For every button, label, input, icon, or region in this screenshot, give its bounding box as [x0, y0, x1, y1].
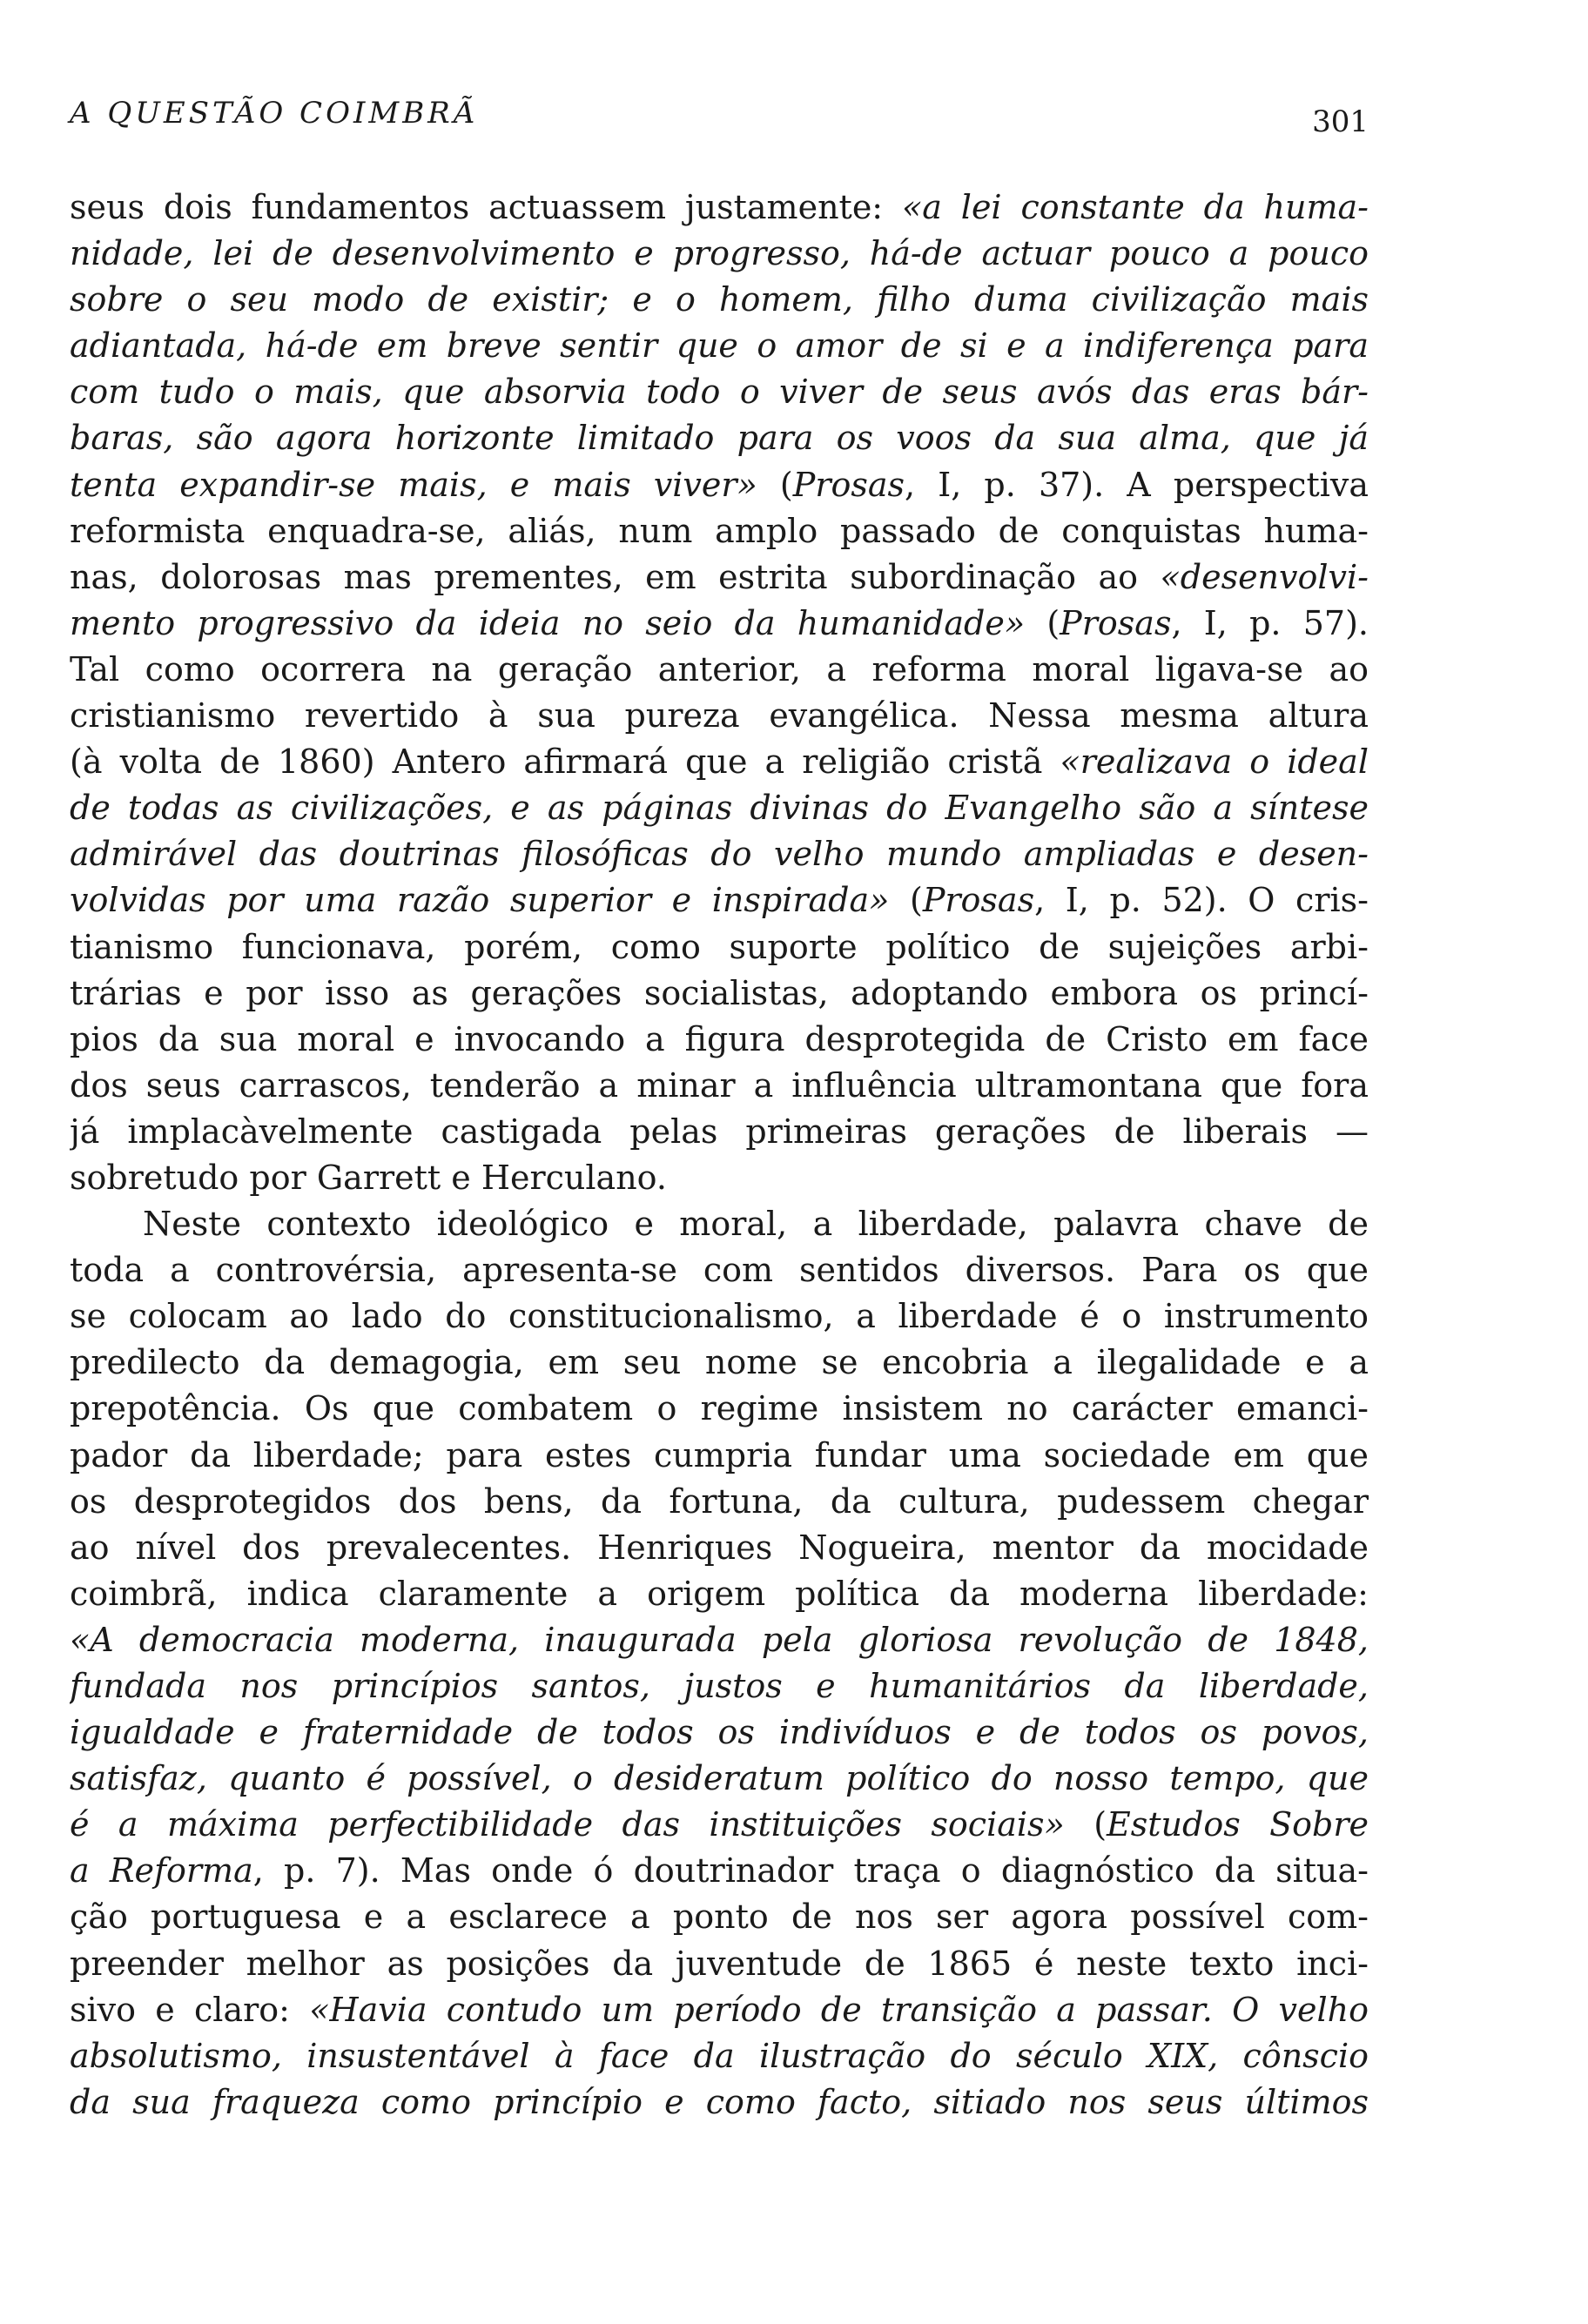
text-segment: reformista enquadra-se, aliás, num amplo passado de conquistas huma-: [70, 511, 1369, 550]
text-line: [70, 277, 1369, 323]
text-segment: se colocam ao lado do constitucionalismo, a liberdade é o instrumento: [70, 1297, 1369, 1336]
italic-segment: Estudos Sobre: [1107, 1805, 1369, 1844]
text-segment: , I, p. 52). O cris-: [1034, 881, 1369, 920]
text-segment: pador da liberdade; para estes cumpria fundar uma sociedade em que: [70, 1435, 1369, 1474]
italic-segment: baras, são agora horizonte limitado para os voos da sua alma, que já: [70, 419, 1369, 458]
text-line: [70, 1340, 1369, 1386]
italic-segment: admirável das doutrinas filosóficas do velho mundo ampliadas e desen-: [70, 835, 1369, 874]
text-line: [70, 323, 1369, 369]
text-line: [70, 185, 1369, 231]
italic-segment: de todas as civilizações, e as páginas divinas do Evangelho são a síntese: [70, 789, 1369, 828]
italic-segment: é a máxima perfectibilidade das instituições sociais»: [70, 1805, 1065, 1844]
text-line: [70, 415, 1369, 461]
italic-segment: «desenvolvi-: [1160, 557, 1369, 596]
italic-segment: fundada nos princípios santos, justos e humanitários da liberdade,: [70, 1667, 1369, 1705]
italic-segment: Prosas: [922, 881, 1035, 920]
text-segment: toda a controvérsia, apresenta-se com sentidos diversos. Para os que: [70, 1251, 1369, 1290]
italic-segment: «Havia contudo um período de transição a passar. O velho: [309, 1990, 1369, 2029]
italic-segment: nidade, lei de desenvolvimento e progresso, há-de actuar pouco a pouco: [70, 234, 1369, 273]
italic-segment: «realizava o ideal: [1060, 742, 1369, 782]
text-line: [70, 2033, 1369, 2079]
italic-segment: a Reforma: [70, 1851, 253, 1891]
text-segment: nas, dolorosas mas prementes, em estrita subordinação ao: [70, 557, 1161, 596]
running-title: A QUESTÃO COIMBRÃ: [70, 96, 479, 131]
text-segment: , I, p. 57).: [1171, 603, 1369, 642]
italic-segment: Prosas: [792, 465, 905, 504]
text-line: [70, 1663, 1369, 1709]
body-text: [70, 185, 1369, 2126]
running-head: [70, 87, 1369, 139]
text-segment: , p. 7). Mas onde ó doutrinador traça o diagnóstico da situa-: [252, 1851, 1369, 1891]
page-number: 301: [1312, 104, 1369, 139]
text-line: [70, 1017, 1369, 1063]
italic-segment: mento progressivo da ideia no seio da humanidade»: [70, 603, 1026, 642]
text-segment: dos seus carrascos, tenderão a minar a influência ultramontana que fora: [70, 1065, 1369, 1105]
text-segment: sivo e claro:: [70, 1990, 310, 2029]
text-segment: (: [1025, 603, 1060, 642]
text-segment: Neste contexto ideológico e moral, a liberdade, palavra chave de: [143, 1205, 1369, 1244]
text-line: [70, 508, 1369, 554]
text-line: [70, 647, 1369, 693]
text-line: [70, 1201, 1369, 1247]
italic-segment: igualdade e fraternidade de todos os indivíduos e de todos os povos,: [70, 1713, 1369, 1752]
text-line: [70, 554, 1369, 601]
text-segment: (: [757, 465, 793, 504]
text-segment: predilecto da demagogia, em seu nome se encobria a ilegalidade e a: [70, 1343, 1369, 1382]
text-segment: pios da sua moral e invocando a figura desprotegida de Cristo em face: [70, 1019, 1369, 1058]
text-line: [70, 831, 1369, 877]
text-line: [70, 1479, 1369, 1525]
text-segment: preender melhor as posições da juventude de 1865 é neste texto inci-: [70, 1944, 1369, 1983]
text-line: [70, 369, 1369, 415]
text-line: [70, 971, 1369, 1017]
italic-segment: sobre o seu modo de existir; e o homem, filho duma civilização mais: [70, 280, 1369, 319]
text-line: [70, 1617, 1369, 1663]
text-line: [70, 462, 1369, 508]
text-line: [70, 1247, 1369, 1293]
text-segment: ção portuguesa e a esclarece a ponto de nos ser agora possível com-: [70, 1897, 1369, 1937]
text-line: [70, 1571, 1369, 1617]
text-line: [70, 1433, 1369, 1479]
italic-segment: absolutismo, insustentável à face da ilustração do século XIX, cônscio: [70, 2036, 1369, 2075]
text-line: [70, 1848, 1369, 1894]
text-line: [70, 1063, 1369, 1109]
paragraph-2: [70, 1201, 1369, 2126]
italic-segment: «a lei constante da huma-: [902, 188, 1369, 226]
text-line: [70, 1709, 1369, 1756]
italic-segment: tenta expandir-se mais, e mais viver»: [70, 465, 757, 504]
italic-segment: adiantada, há-de em breve sentir que o amor de si e a indiferença para: [70, 326, 1369, 366]
text-segment: cristianismo revertido à sua pureza evangélica. Nessa mesma altura: [70, 696, 1369, 735]
italic-segment: Prosas: [1060, 603, 1172, 642]
text-segment: trárias e por isso as gerações socialistas, adoptando embora os princí-: [70, 973, 1369, 1012]
italic-segment: volvidas por uma razão superior e inspirada»: [70, 881, 890, 920]
text-line: [70, 2079, 1369, 2126]
italic-segment: com tudo o mais, que absorvia todo o viver de seus avós das eras bár-: [70, 373, 1369, 412]
text-line: [70, 1525, 1369, 1571]
text-line: [70, 739, 1369, 785]
text-segment: , I, p. 37). A perspectiva: [905, 465, 1369, 504]
text-segment: Tal como ocorrera na geração anterior, a reforma moral ligava-se ao: [70, 649, 1369, 688]
text-line: [70, 601, 1369, 647]
text-segment: (: [1064, 1805, 1107, 1844]
text-segment: já implacàvelmente castigada pelas primeiras gerações de liberais —: [70, 1112, 1369, 1151]
text-line: [70, 1802, 1369, 1848]
text-line: [70, 1293, 1369, 1340]
text-segment: prepotência. Os que combatem o regime insistem no carácter emanci-: [70, 1389, 1369, 1428]
text-line: [70, 1756, 1369, 1802]
text-segment: ao nível dos prevalecentes. Henriques Nogueira, mentor da mocidade: [70, 1528, 1369, 1567]
text-segment: (: [889, 881, 923, 920]
text-line: [70, 1987, 1369, 2033]
text-segment: (à volta de 1860) Antero afirmará que a religião cristã: [70, 742, 1060, 782]
text-line: [70, 924, 1369, 971]
text-line: [70, 1941, 1369, 1987]
text-line: [70, 1894, 1369, 1940]
text-line: [70, 785, 1369, 831]
text-segment: sobretudo por Garrett e Herculano.: [70, 1158, 667, 1197]
text-segment: seus dois fundamentos actuassem justamente:: [70, 188, 902, 226]
text-line: [70, 231, 1369, 277]
italic-segment: da sua fraqueza como princípio e como facto, sitiado nos seus últimos: [70, 2082, 1369, 2121]
paragraph-1: [70, 185, 1369, 1201]
italic-segment: satisfaz, quanto é possível, o desideratum político do nosso tempo, que: [70, 1759, 1369, 1798]
text-segment: coimbrã, indica claramente a origem política da moderna liberdade:: [70, 1574, 1369, 1613]
text-segment: tianismo funcionava, porém, como suporte político de sujeições arbi-: [70, 927, 1369, 966]
text-segment: os desprotegidos dos bens, da fortuna, da cultura, pudessem chegar: [70, 1481, 1369, 1521]
italic-segment: «A democracia moderna, inaugurada pela gloriosa revolução de 1848,: [70, 1620, 1369, 1659]
text-line: [70, 1109, 1369, 1155]
text-line: [70, 693, 1369, 739]
text-line: [70, 1386, 1369, 1432]
text-line: [70, 877, 1369, 924]
text-line: [70, 1155, 1369, 1201]
